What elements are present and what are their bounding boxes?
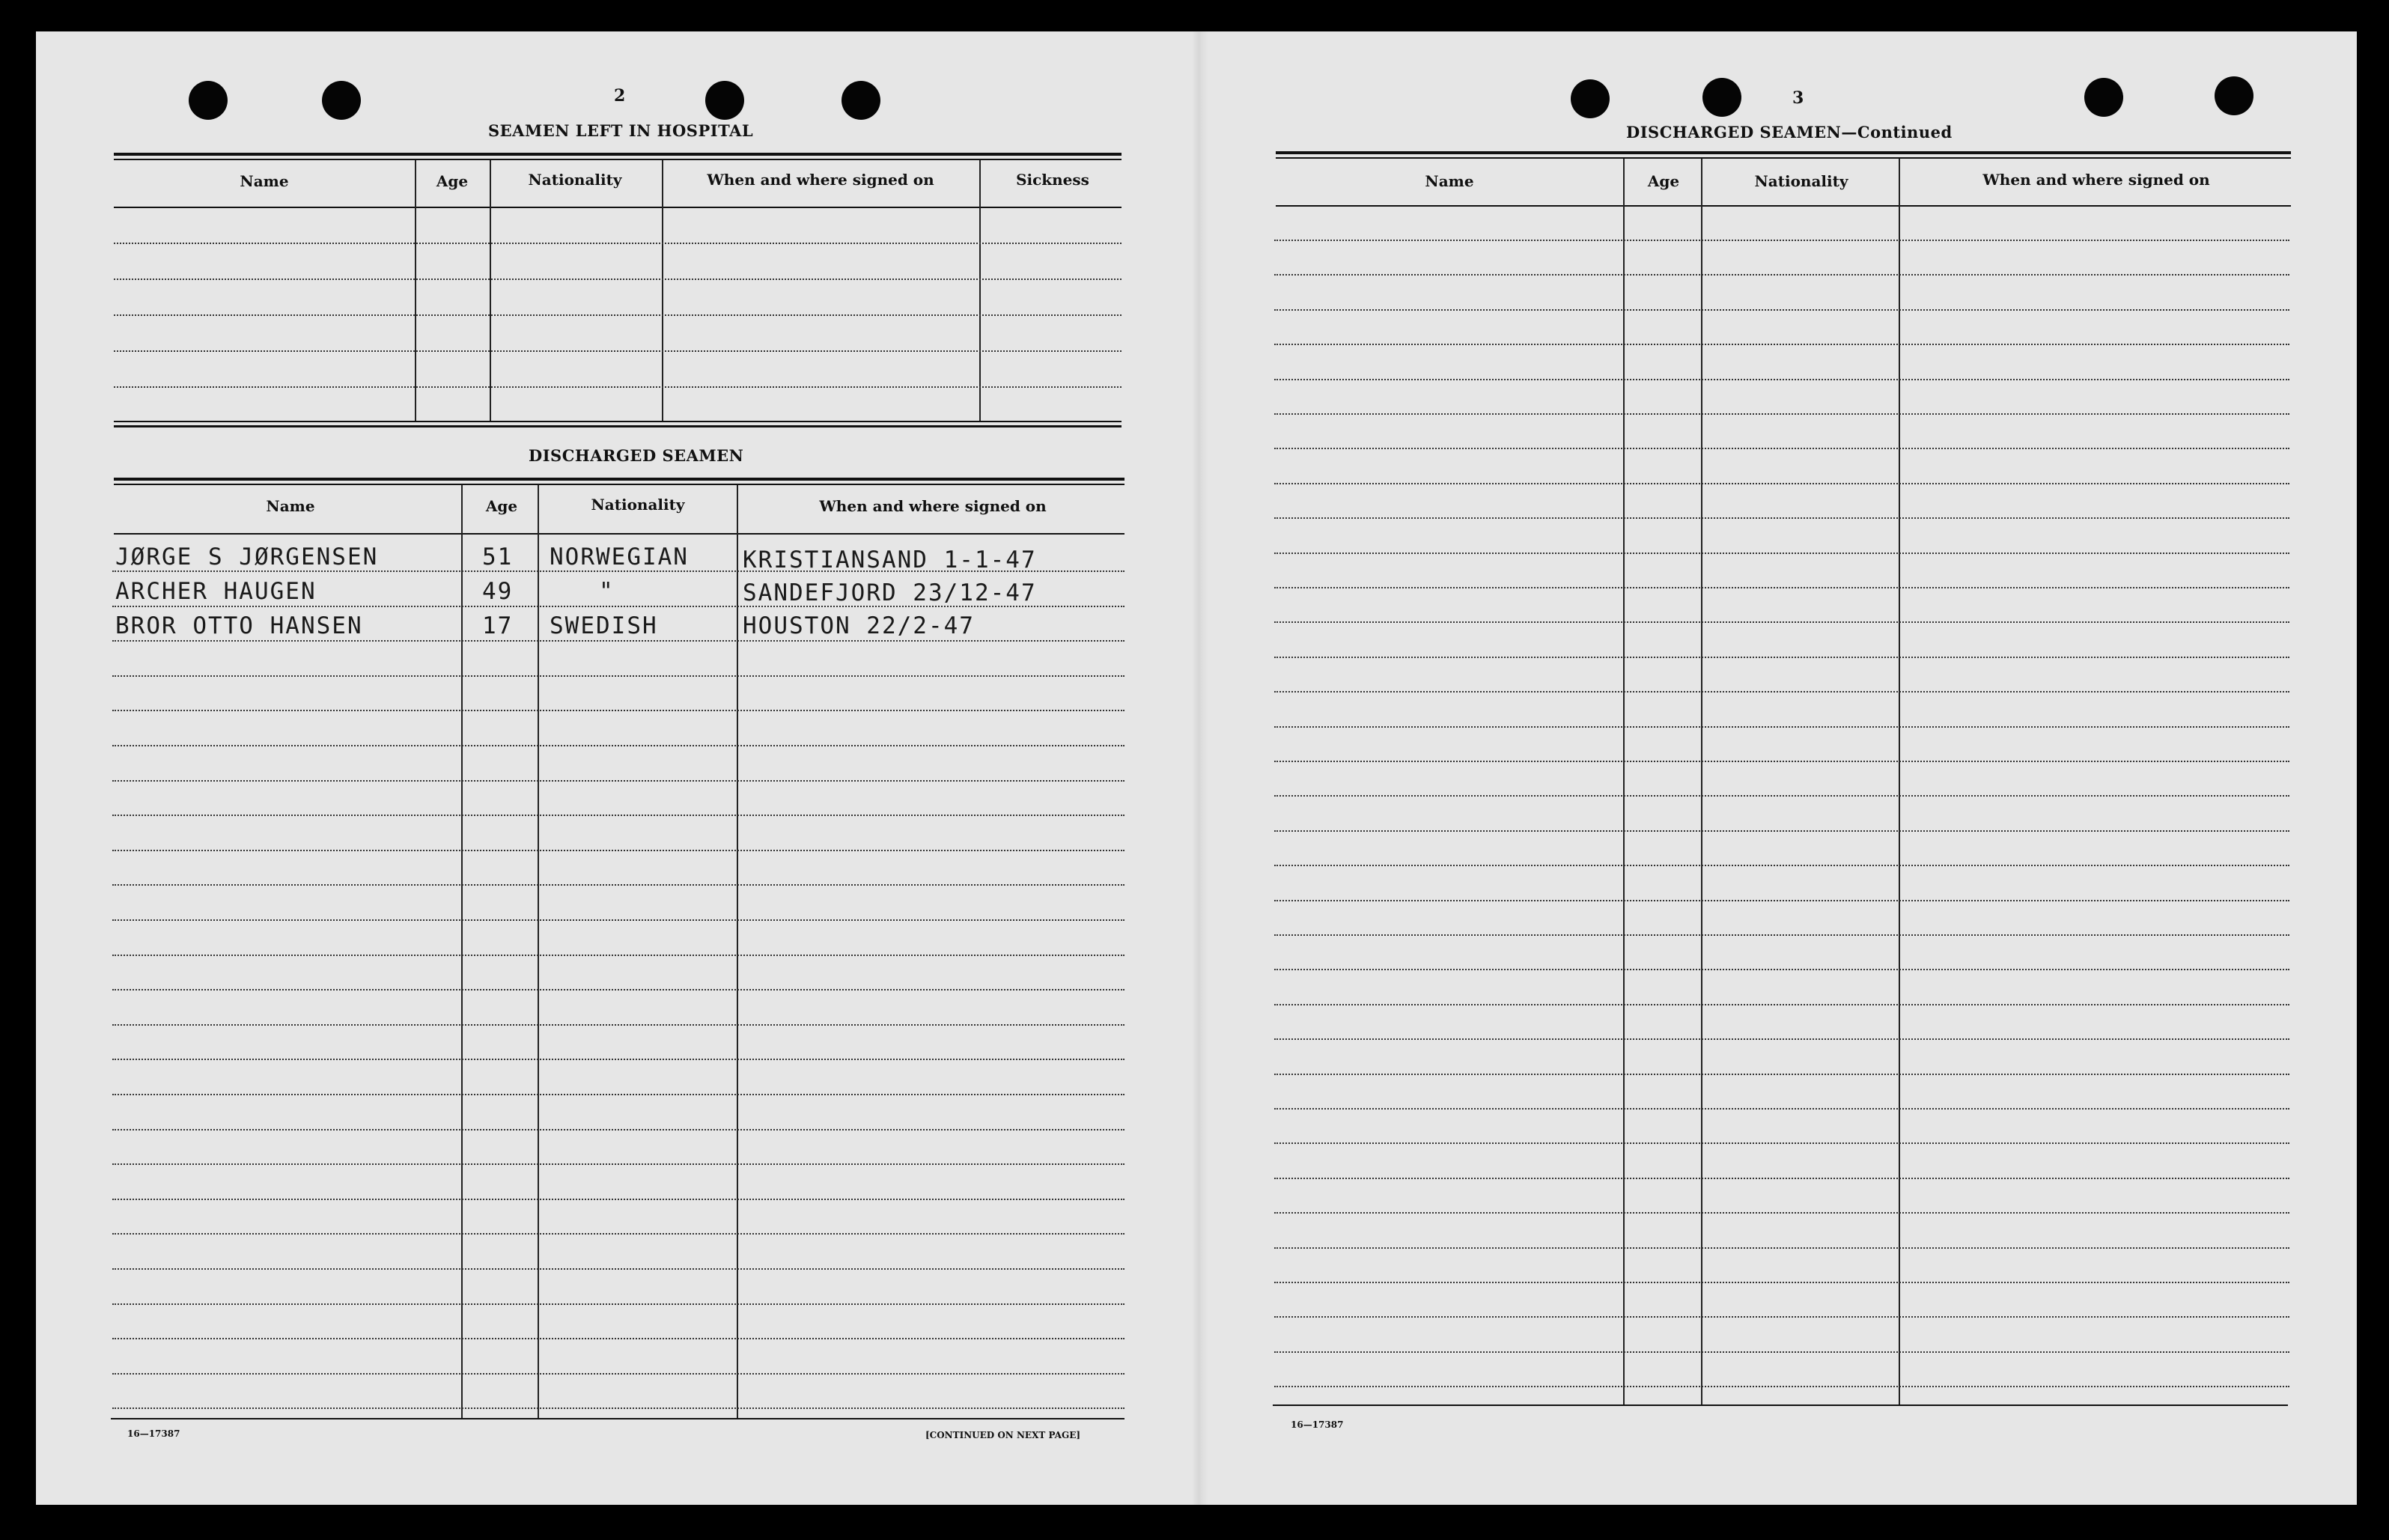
ruled-line [1274,553,2289,554]
punch-hole [189,81,228,120]
hospital-row [114,279,1122,280]
form-number-right: 16—17387 [1291,1419,1344,1430]
hospital-row [114,314,1122,316]
ruled-line [1274,1316,2289,1318]
seaman-signed-on: SANDEFJORD 23/12-47 [743,579,1037,606]
rule [114,533,1124,535]
ruled-line [1274,1142,2289,1144]
ruled-line [1274,483,2289,484]
punch-hole [322,81,361,120]
punch-hole [2215,76,2253,115]
ruled-line [112,1373,1124,1375]
ruled-line [112,640,1124,642]
rule [1276,151,2291,154]
ruled-line [1274,413,2289,415]
seaman-nationality: SWEDISH [550,612,658,639]
hospital-col-nationality: Nationality [528,171,622,189]
punch-hole [1571,79,1610,118]
rule [111,1418,1124,1419]
continued-col-divider [1701,159,1702,1406]
ruled-line [112,850,1124,851]
ruled-line [112,1129,1124,1130]
rule [1273,1404,2288,1406]
ruled-line [1274,379,2289,380]
ruled-line [1274,1247,2289,1249]
continued-note: [CONTINUED ON NEXT PAGE] [925,1430,1081,1440]
ruled-line [1274,344,2289,345]
ruled-line [112,989,1124,990]
ruled-line [1274,1212,2289,1214]
ruled-line [112,815,1124,816]
ruled-line [112,1024,1124,1026]
seaman-nationality: " [599,578,615,605]
punch-hole [842,81,880,120]
ruled-line [1274,1108,2289,1110]
hospital-col-divider [662,160,663,422]
ruled-line [1274,1351,2289,1353]
ruled-line [1274,1038,2289,1040]
ruled-line [1274,969,2289,970]
discharged-continued-title [1626,123,1953,141]
ruled-line [112,1059,1124,1060]
ruled-line [1274,621,2289,623]
rule [114,153,1122,156]
punch-hole [2084,78,2123,117]
page-number-left: 2 [614,86,626,106]
continued-col-divider [1623,159,1625,1406]
ruled-line [1274,795,2289,797]
continued-col-age: Age [1647,172,1680,190]
ruled-line [1274,900,2289,901]
ruled-line [1274,761,2289,762]
seaman-name: ARCHER HAUGEN [115,578,317,605]
seaman-age: 17 [482,612,514,639]
hospital-col-sickness: Sickness [1016,171,1089,189]
continued-col-nationality: Nationality [1754,172,1848,190]
ruled-line [112,1407,1124,1409]
hospital-col-divider [490,160,491,422]
ruled-line [112,1199,1124,1200]
discharged-col-signed-on: When and where signed on [819,497,1047,515]
rule [114,425,1122,427]
ruled-line [1274,726,2289,728]
ruled-line [1274,1004,2289,1005]
ruled-line [1274,240,2289,241]
ruled-line [1274,934,2289,936]
ruled-line [112,1268,1124,1270]
discharged-col-divider [461,485,463,1419]
seaman-signed-on: HOUSTON 22/2-47 [743,612,975,639]
hospital-col-signed-on: When and where signed on [707,171,934,189]
punch-hole [705,81,744,120]
discharged-col-name: Name [266,497,315,515]
continued-col-name: Name [1425,172,1474,190]
ruled-line [1274,1178,2289,1179]
seaman-name: JØRGE S JØRGENSEN [115,544,379,570]
rule [114,478,1124,481]
discharged-col-divider [538,485,539,1419]
continued-col-signed-on: When and where signed on [1982,171,2210,189]
ruled-line [112,710,1124,711]
hospital-col-name: Name [240,172,289,190]
form-number-left: 16—17387 [127,1428,180,1439]
hospital-col-divider [415,160,416,422]
ruled-line [112,955,1124,956]
hospital-row [114,350,1122,352]
rule [114,421,1122,422]
ruled-line [1274,865,2289,866]
hospital-col-divider [979,160,981,422]
title-main: DISCHARGED SEAMEN [1626,123,1842,141]
ruled-line [1274,830,2289,832]
ruled-line [1274,274,2289,276]
ruled-line [112,780,1124,782]
ruled-line [112,1094,1124,1095]
seaman-age: 49 [482,578,514,605]
ruled-line [112,1163,1124,1165]
ruled-line [112,1338,1124,1339]
rule [114,207,1122,208]
ruled-line [112,745,1124,746]
ruled-line [1274,587,2289,588]
rule [114,159,1122,160]
ruled-line [1274,1282,2289,1283]
ruled-line [1274,691,2289,693]
seaman-name: BROR OTTO HANSEN [115,612,363,639]
title-suffix: —Continued [1841,123,1953,141]
seaman-nationality: NORWEGIAN [550,544,689,570]
ruled-line [1274,448,2289,449]
rule [114,484,1124,485]
hospital-row [114,386,1122,388]
ruled-line [112,1233,1124,1235]
ruled-line [112,919,1124,921]
discharged-section-title: DISCHARGED SEAMEN [529,446,744,465]
hospital-row [114,243,1122,244]
ruled-line [112,884,1124,886]
rule [1276,157,2291,159]
ruled-line [112,675,1124,677]
seaman-age: 51 [482,544,514,570]
discharged-col-divider [737,485,738,1419]
rule [1276,205,2291,207]
ruled-line [1274,657,2289,658]
page-number-right: 3 [1792,88,1804,108]
ruled-line [1274,517,2289,519]
punch-hole [1702,78,1741,117]
ruled-line [1274,309,2289,311]
ruled-line [1274,1386,2289,1387]
hospital-section-title: SEAMEN LEFT IN HOSPITAL [488,121,754,140]
hospital-col-age: Age [436,172,469,190]
seaman-signed-on: KRISTIANSAND 1-1-47 [743,547,1037,573]
discharged-col-age: Age [485,497,518,515]
page-fold [1192,31,1208,1505]
continued-col-divider [1899,159,1900,1406]
discharged-col-nationality: Nationality [591,496,685,514]
ruled-line [112,1303,1124,1305]
ruled-line [1274,1074,2289,1075]
